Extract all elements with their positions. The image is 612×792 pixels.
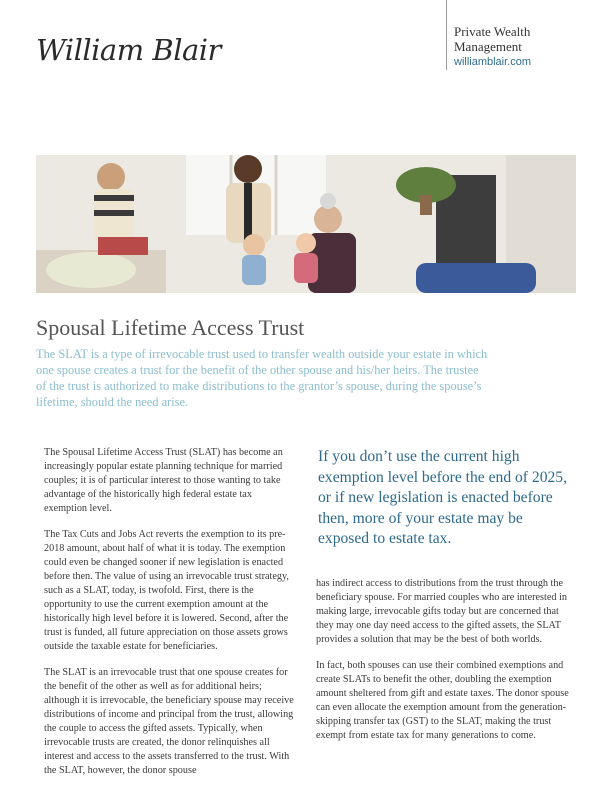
body-paragraph: has indirect access to distributions from the trust through the beneficiary spouse. For married couples who are interested in making large, irrevocable gifts today but are concerned that they may one day need access to the gifted assets, the SLAT provides a solution that may be the best of both worlds. xyxy=(316,578,567,645)
body-paragraph: The SLAT is an irrevocable trust that one spouse creates for the benefit of the other as well as for additional heirs; although it is irrevocable, the beneficiary spouse may receive distributions of income and principal from the trust, allowing the couple to access the gifted assets. Typically, when irrevocable trusts are created, the donor relinquishes all interest and access to the assets transferred to the trust. With the SLAT, however, the donor spouse xyxy=(44,667,294,776)
intro-paragraph: The SLAT is a type of irrevocable trust used to transfer wealth outside your estate in which one spouse creates a trust for the benefit of the other spouse and his/her heirs. The trustee of the trust is authorized to make distributions to the grantor’s spouse, during the spouse’s lifetime, should the need arise. xyxy=(36,347,488,409)
division-line-1: Private Wealth xyxy=(454,24,531,39)
division-block xyxy=(454,24,531,70)
william-blair-logo: William Blair xyxy=(36,33,221,67)
right-column xyxy=(316,577,578,755)
body-paragraph: The Spousal Lifetime Access Trust (SLAT) has become an increasingly popular estate planning technique for married couples; it is of particular interest to those wanting to take advantage of the historically high federal estate tax exemption level. xyxy=(44,447,283,514)
division-line-2: Management xyxy=(454,39,522,54)
family-photo-illustration xyxy=(36,155,576,293)
body-paragraph: In fact, both spouses can use their combined exemptions and create SLATs to benefit the other, doubling the exemption amount sheltered from gift and estate taxes. The donor spouse can even allocate the exemption amount from the generation-skipping transfer tax (GST) to the SLAT, making the trust exempt from estate tax for many generations to come. xyxy=(316,660,569,741)
page-title: Spousal Lifetime Access Trust xyxy=(36,315,305,340)
pull-quote: If you don’t use the current high exemption level before the end of 2025, or if new legislation is enacted before then, more of your estate may be exposed to estate tax. xyxy=(318,448,567,547)
hero-photo xyxy=(36,155,576,293)
header-divider xyxy=(446,0,447,70)
left-column xyxy=(44,446,296,790)
body-paragraph: The Tax Cuts and Jobs Act reverts the exemption to its pre-2018 amount, about half of what it is today. The exemption could even be changed sooner if new legislation is enacted before then. The value of using an irrevocable trust strategy, such as a SLAT, today, is twofold. First, there is the opportunity to use the current exemption amount at the historically high level before it is lowered. Second, after the trust is funded, all future appreciation on those assets grows outside the taxable estate for beneficiaries. xyxy=(44,529,289,652)
website-link[interactable]: williamblair.com xyxy=(454,56,532,68)
